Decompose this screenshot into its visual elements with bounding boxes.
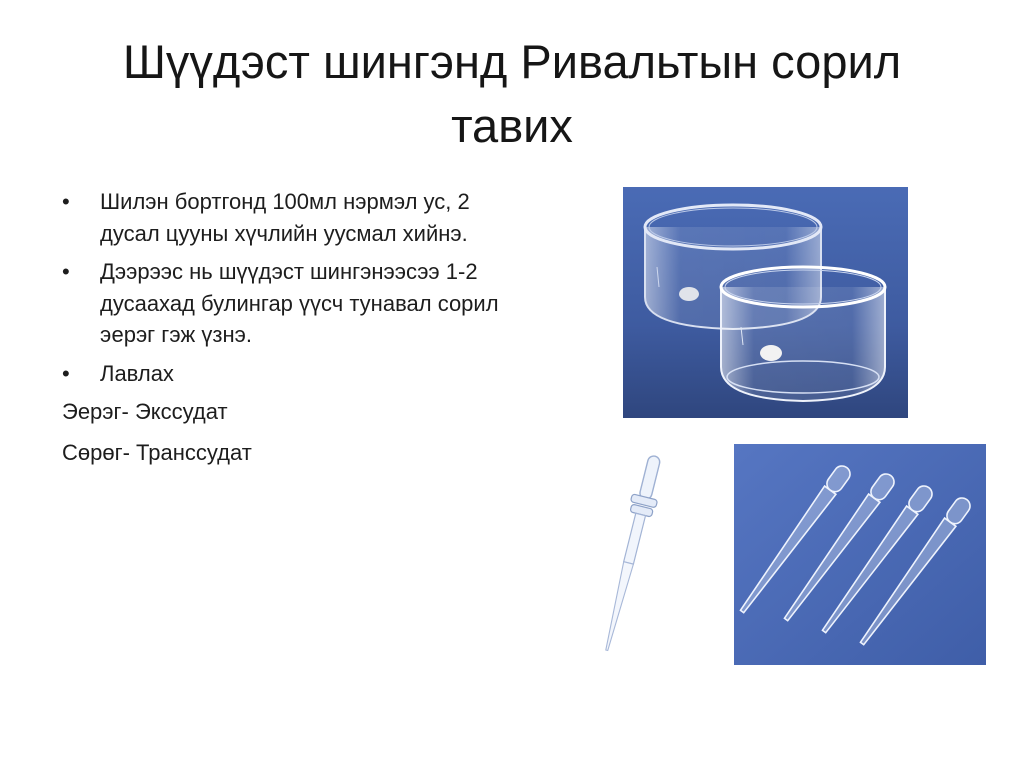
negative-result-line: Сөрөг- Транссудат xyxy=(62,439,252,465)
pipettes-photo xyxy=(734,444,986,665)
bullet-text: Лавлах xyxy=(100,360,174,386)
bullet-item xyxy=(62,186,512,249)
bullet-dot: • xyxy=(62,360,70,386)
bullet-dot: • xyxy=(62,189,70,214)
glass-dishes-photo xyxy=(623,187,908,418)
slide-title-line-1: Шүүдэст шингэнд Ривальтын сорил xyxy=(122,35,902,88)
bullet-item xyxy=(62,256,512,351)
pipette-photo xyxy=(570,447,690,659)
slide-title-line-2: тавих xyxy=(451,99,573,152)
bullet-text: Шилэн бортгонд 100мл нэрмэл ус, 2 дусал цууны хүчлийн уусмал хийнэ. xyxy=(100,189,470,246)
bullet-dot: • xyxy=(62,259,70,284)
bullet-item xyxy=(62,358,512,390)
bullet-text: Дээрээс нь шүүдэст шингэнээсээ 1-2 дусаахад булингар үүсч тунавал сорил эерэг гэж үзнэ. xyxy=(100,259,499,347)
slide-title xyxy=(40,30,984,158)
positive-result-line: Эерэг- Экссудат xyxy=(62,399,228,424)
slide-body xyxy=(62,186,512,477)
